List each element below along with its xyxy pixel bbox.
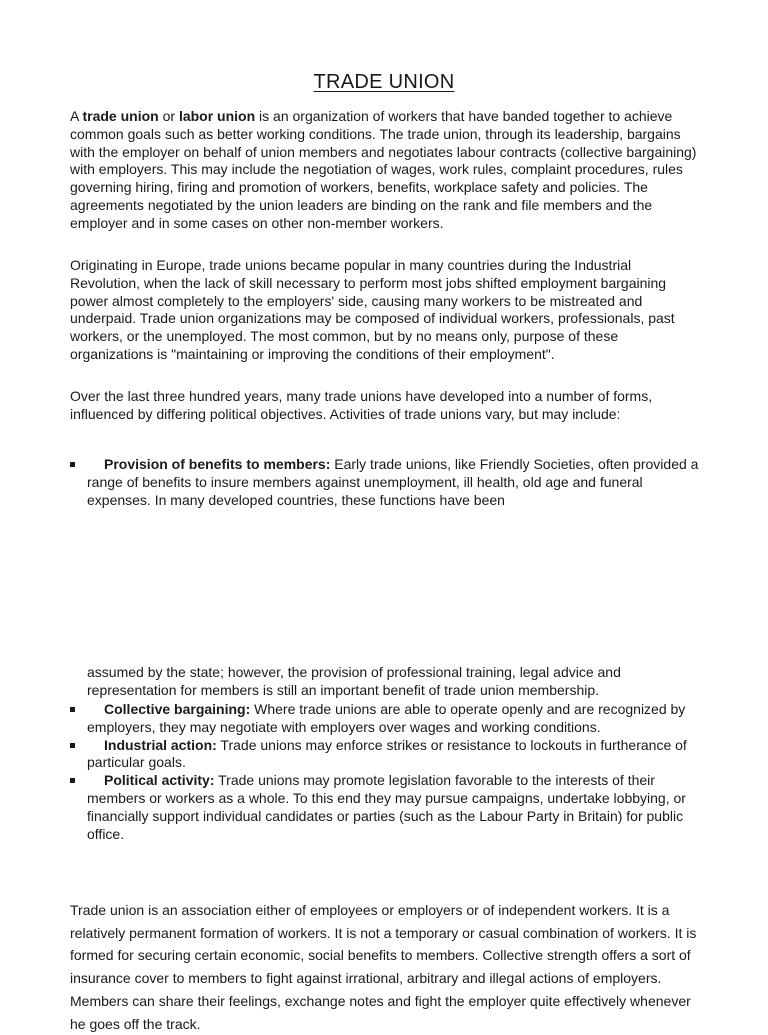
activities-list-part-2 bbox=[70, 701, 702, 843]
list-item-text: Trade unions may promote legislation favorable to the interests of their members or workers as a whole. To this end they may pursue campaigns, undertake lobbying, or financially support individual candidates or parties (such as the Labour Party in Britain) for public office. bbox=[87, 772, 686, 842]
list-item-label: Collective bargaining: bbox=[104, 701, 251, 717]
list-item-continuation: assumed by the state; however, the provision of professional training, legal advice and representation for members is still an important benefit of trade union membership. bbox=[87, 664, 621, 698]
p1-text-3: is an organization of workers that have banded together to achieve common goals such as better working conditions. The trade union, through its leadership, bargains with the employer on behalf of union members and negotiates labour contracts (collective bargaining) with employers. This may include the negotiation of wages, work rules, complaint procedures, rules governing hiring, firing and promotion of workers, benefits, workplace safety and policies. The agreements negotiated by the union leaders are binding on the rank and file members and the employer and in some cases on other non-member workers. bbox=[70, 108, 697, 231]
list-item-text: Early trade unions, like Friendly Societies, often provided a range of benefits to insure members against unemployment, ill health, old age and funeral expenses. In many developed countries, these functions have been bbox=[87, 456, 699, 508]
list-item-text: Trade unions may enforce strikes or resistance to lockouts in furtherance of particular goals. bbox=[87, 736, 687, 771]
definition-paragraph: Trade union is an association either of employees or employers or of independent workers. It is a relatively permanent formation of workers. It is not a temporary or casual combination of workers. It is formed for securing certain economic, social benefits to members. Collective strength offers a sort of insurance cover to members to fight against irrational, arbitrary and illegal actions of employers. Members can share their feelings, exchange notes and fight the employer quite effectively whenever he goes off the track. bbox=[70, 902, 697, 1032]
list-item bbox=[70, 701, 702, 737]
activities-list-part-1 bbox=[70, 456, 702, 509]
list-item bbox=[70, 772, 702, 843]
intro-paragraph bbox=[70, 108, 702, 233]
term-trade-union: trade union bbox=[82, 108, 159, 124]
list-item bbox=[70, 737, 702, 773]
p1-text-2: or bbox=[158, 108, 179, 124]
origin-paragraph: Originating in Europe, trade unions became popular in many countries during the Industrial Revolution, when the lack of skill necessary to perform most jobs shifted employment bargaining power almost completely to the employers' side, causing many workers to be mistreated and underpaid. Trade union organizations may be composed of individual workers, professionals, past workers, or the unemployed. The most common, but by no means only, purpose of these organizations is "maintaining or improving the conditions of their employment". bbox=[70, 257, 675, 362]
bullet-square-icon bbox=[70, 462, 75, 467]
list-item-label: Industrial action: bbox=[104, 736, 217, 753]
list-item-text: Where trade unions are able to operate openly and are recognized by employers, they may negotiate with employers over wages and working conditions. bbox=[87, 701, 686, 735]
bullet-square-icon bbox=[70, 778, 75, 783]
list-item-label: Political activity: bbox=[104, 772, 215, 789]
list-item bbox=[70, 456, 702, 509]
term-labor-union: labor union bbox=[178, 108, 256, 124]
bullet-square-icon bbox=[70, 707, 75, 712]
list-item-label: Provision of benefits to members: bbox=[104, 456, 331, 472]
bullet-square-icon bbox=[70, 743, 75, 748]
page-title: TRADE UNION bbox=[313, 71, 455, 93]
activities-intro-paragraph: Over the last three hundred years, many trade unions have developed into a number of forms, influenced by differing political objectives. Activities of trade unions vary, but may include: bbox=[70, 388, 653, 422]
p1-text-1: A bbox=[70, 108, 83, 124]
